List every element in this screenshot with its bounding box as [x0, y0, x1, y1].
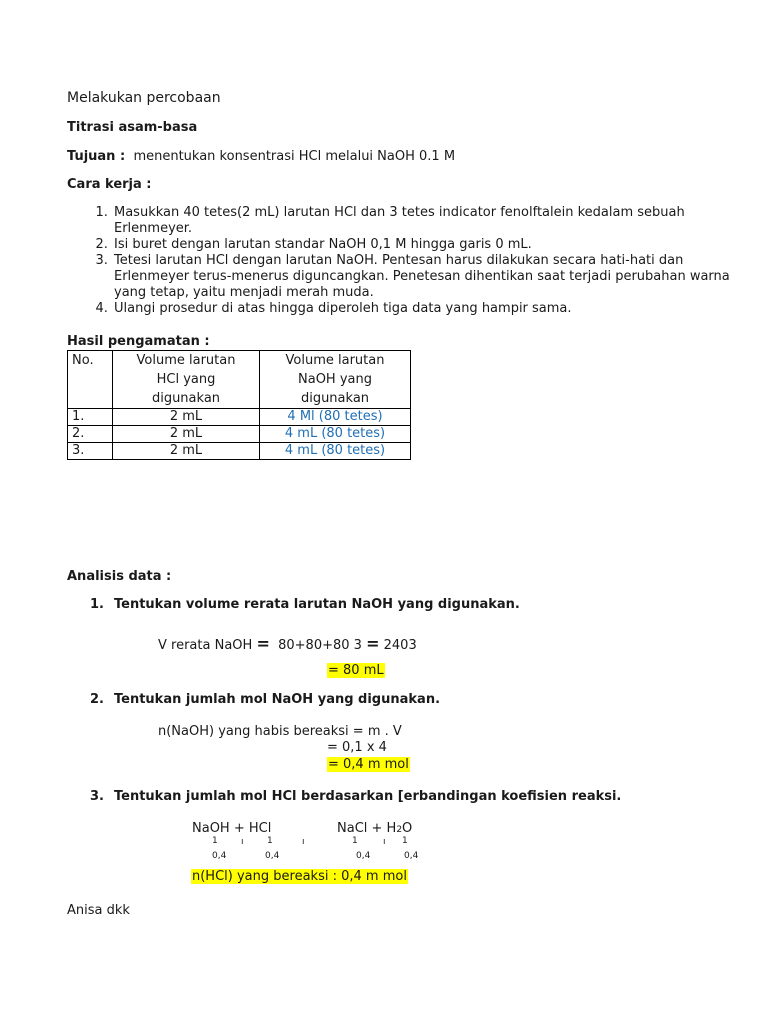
analisis-heading: Analisis data : — [67, 569, 172, 584]
mol-hcl: 0,4 — [265, 851, 280, 861]
step-item: 3. Tetesi larutan HCl dengan larutan NaOH. Pentesan harus dilakukan secara hati-hati dan Erlenmeyer terus-menerus diguncangkan. Penetesan dihentikan saat terjadi perubahan warna yang tetap, yaitu menjadi merah muda. — [112, 253, 752, 301]
cell-naoh: 4 Ml (80 tetes) — [260, 409, 411, 426]
q1-formula — [158, 634, 417, 653]
header-hcl-text: Volume larutan HCl yang digunakan — [136, 353, 236, 406]
subtitle: Titrasi asam-basa — [67, 120, 198, 135]
q2-line1: n(NaOH) yang habis bereaksi = m . V — [158, 724, 402, 739]
products-prefix: NaCl + H — [337, 821, 397, 836]
tick-mark: ı — [383, 837, 386, 847]
q3-number: 3. — [90, 789, 104, 804]
reactants: NaOH + HCl — [192, 821, 272, 836]
cell-naoh: 4 mL (80 tetes) — [260, 426, 411, 443]
mol-naoh: 0,4 — [212, 851, 227, 861]
tick-mark: ı — [241, 837, 244, 847]
step-item: 4. Ulangi prosedur di atas hingga diperoleh tiga data yang hampir sama. — [112, 301, 752, 317]
tujuan-text: menentukan konsentrasi HCl melalui NaOH 0.1 M — [133, 149, 456, 164]
cell-naoh: 4 mL (80 tetes) — [260, 443, 411, 460]
header-naoh-text: Volume larutan NaOH yang digunakan — [285, 353, 385, 406]
coef-naoh: 1 — [212, 836, 218, 846]
q2-result: = 0,4 m mol — [328, 757, 409, 772]
products-subscript: 2 — [396, 825, 403, 835]
table-header-row — [68, 351, 411, 409]
q1-equals-1: = — [256, 634, 270, 653]
q1-formula-label: V rerata NaOH — [158, 638, 253, 653]
cell-hcl: 2 mL — [113, 426, 260, 443]
products-suffix: O — [402, 821, 413, 836]
author: Anisa dkk — [67, 903, 130, 918]
tick-mark: ı — [302, 837, 305, 847]
table-row — [68, 409, 411, 426]
table-row — [68, 443, 411, 460]
cara-kerja-heading: Cara kerja : — [67, 177, 152, 192]
tujuan-line — [67, 149, 455, 164]
mol-h2o: 0,4 — [404, 851, 419, 861]
q1-number: 1. — [90, 597, 104, 612]
tujuan-label: Tujuan : — [67, 149, 126, 164]
step-item: 2. Isi buret dengan larutan standar NaOH 0,1 M hingga garis 0 mL. — [112, 237, 752, 253]
table-row — [68, 426, 411, 443]
cell-hcl: 2 mL — [113, 409, 260, 426]
q2-text: Tentukan jumlah mol NaOH yang digunakan. — [114, 692, 441, 707]
step-item: 1. Masukkan 40 tetes(2 mL) larutan HCl dan 3 tetes indicator fenolftalein kedalam sebuah Erlenmeyer. — [112, 205, 752, 237]
cell-no: 2. — [68, 426, 113, 443]
coef-h2o: 1 — [402, 836, 408, 846]
header-naoh — [260, 351, 411, 409]
page-title: Melakukan percobaan — [67, 90, 221, 106]
q1-text: Tentukan volume rerata larutan NaOH yang digunakan. — [114, 597, 520, 612]
cell-no: 3. — [68, 443, 113, 460]
cara-kerja-list — [68, 205, 752, 317]
hasil-heading: Hasil pengamatan : — [67, 334, 210, 349]
cell-hcl: 2 mL — [113, 443, 260, 460]
q1-value: 2403 — [383, 638, 417, 653]
q1-expression: 80+80+80 3 — [278, 638, 362, 653]
q2-line2: = 0,1 x 4 — [327, 740, 387, 755]
q2-number: 2. — [90, 692, 104, 707]
q3-result: n(HCl) yang bereaksi : 0,4 m mol — [192, 869, 407, 884]
q1-result: = 80 mL — [328, 663, 384, 678]
coef-hcl: 1 — [267, 836, 273, 846]
coef-nacl: 1 — [352, 836, 358, 846]
cell-no: 1. — [68, 409, 113, 426]
q3-text: Tentukan jumlah mol HCl berdasarkan [erbandingan koefisien reaksi. — [114, 789, 622, 804]
header-no: No. — [68, 351, 113, 409]
observation-table — [67, 350, 411, 460]
mol-nacl: 0,4 — [356, 851, 371, 861]
q1-equals-2: = — [366, 634, 380, 653]
header-hcl — [113, 351, 260, 409]
products — [337, 821, 412, 836]
